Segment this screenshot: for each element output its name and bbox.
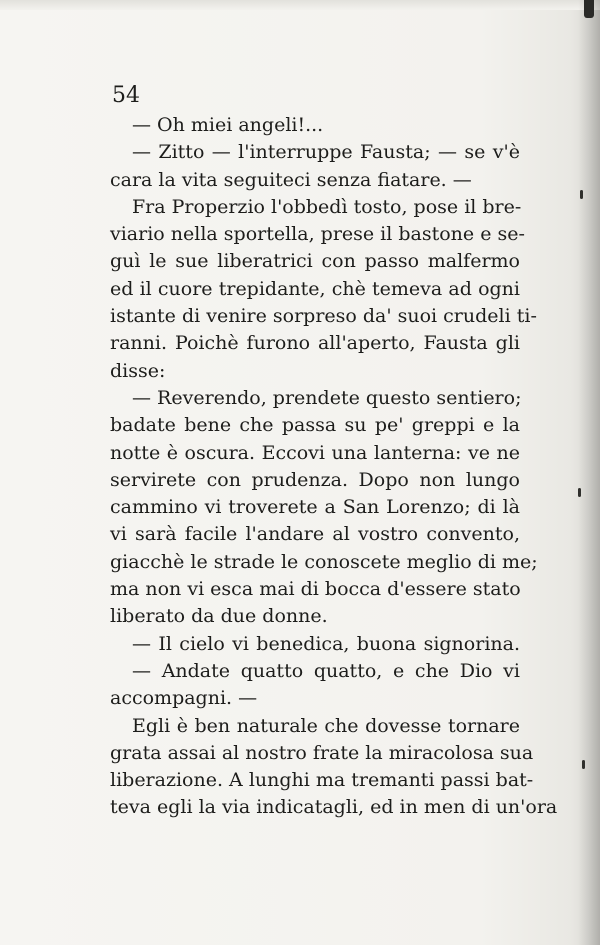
- text-line: — Andate quatto quatto, e che Dio vi: [132, 659, 520, 682]
- page-gutter-shadow: [578, 0, 600, 945]
- text-line: Fra Properzio l'obbedì tosto, pose il bre-: [132, 195, 522, 218]
- text-line: cara la vita seguiteci senza fiatare. —: [110, 168, 472, 191]
- page-text-body: [110, 112, 558, 822]
- text-line: accompagni. —: [110, 687, 258, 710]
- text-line: — Reverendo, prendete questo sentiero;: [132, 386, 522, 409]
- text-line: liberato da due donne.: [110, 605, 328, 628]
- text-line: vi sarà facile l'andare al vostro convento,: [110, 523, 520, 546]
- ink-speck: [580, 190, 583, 199]
- ink-speck: [582, 760, 585, 769]
- text-line: servirete con prudenza. Dopo non lungo: [110, 468, 520, 491]
- text-line: istante di venire sorpreso da' suoi crudeli ti-: [110, 305, 537, 328]
- page-top-edge: [0, 0, 600, 10]
- text-line: — Zitto — l'interruppe Fausta; — se v'è: [132, 141, 520, 164]
- text-line: viario nella sportella, prese il bastone e se-: [110, 223, 525, 246]
- text-line: grata assai al nostro frate la miracolosa sua: [110, 741, 534, 764]
- text-line: teva egli la via indicatagli, ed in men di un'ora: [110, 796, 558, 819]
- text-line: ed il cuore trepidante, chè temeva ad ogni: [110, 277, 520, 300]
- text-line: liberazione. A lunghi ma tremanti passi bat-: [110, 769, 534, 792]
- binding-mark: [584, 0, 594, 18]
- text-line: disse:: [110, 359, 166, 382]
- text-line: guì le sue liberatrici con passo malfermo: [110, 250, 520, 273]
- text-line: cammino vi troverete a San Lorenzo; di là: [110, 496, 520, 519]
- text-line: ranni. Poichè furono all'aperto, Fausta gli: [110, 332, 520, 355]
- text-line: giacchè le strade le conoscete meglio di me;: [110, 550, 538, 573]
- page-number: 54: [112, 83, 140, 108]
- text-line: notte è oscura. Eccovi una lanterna: ve ne: [110, 441, 520, 464]
- text-line: badate bene che passa su pe' greppi e la: [110, 414, 520, 437]
- text-line: ma non vi esca mai di bocca d'essere stato: [110, 578, 521, 601]
- text-line: — Oh miei angeli!...: [132, 114, 324, 136]
- text-line: — Il cielo vi benedica, buona signorina.: [132, 632, 520, 655]
- ink-speck: [578, 488, 581, 497]
- text-line: Egli è ben naturale che dovesse tornare: [132, 714, 520, 737]
